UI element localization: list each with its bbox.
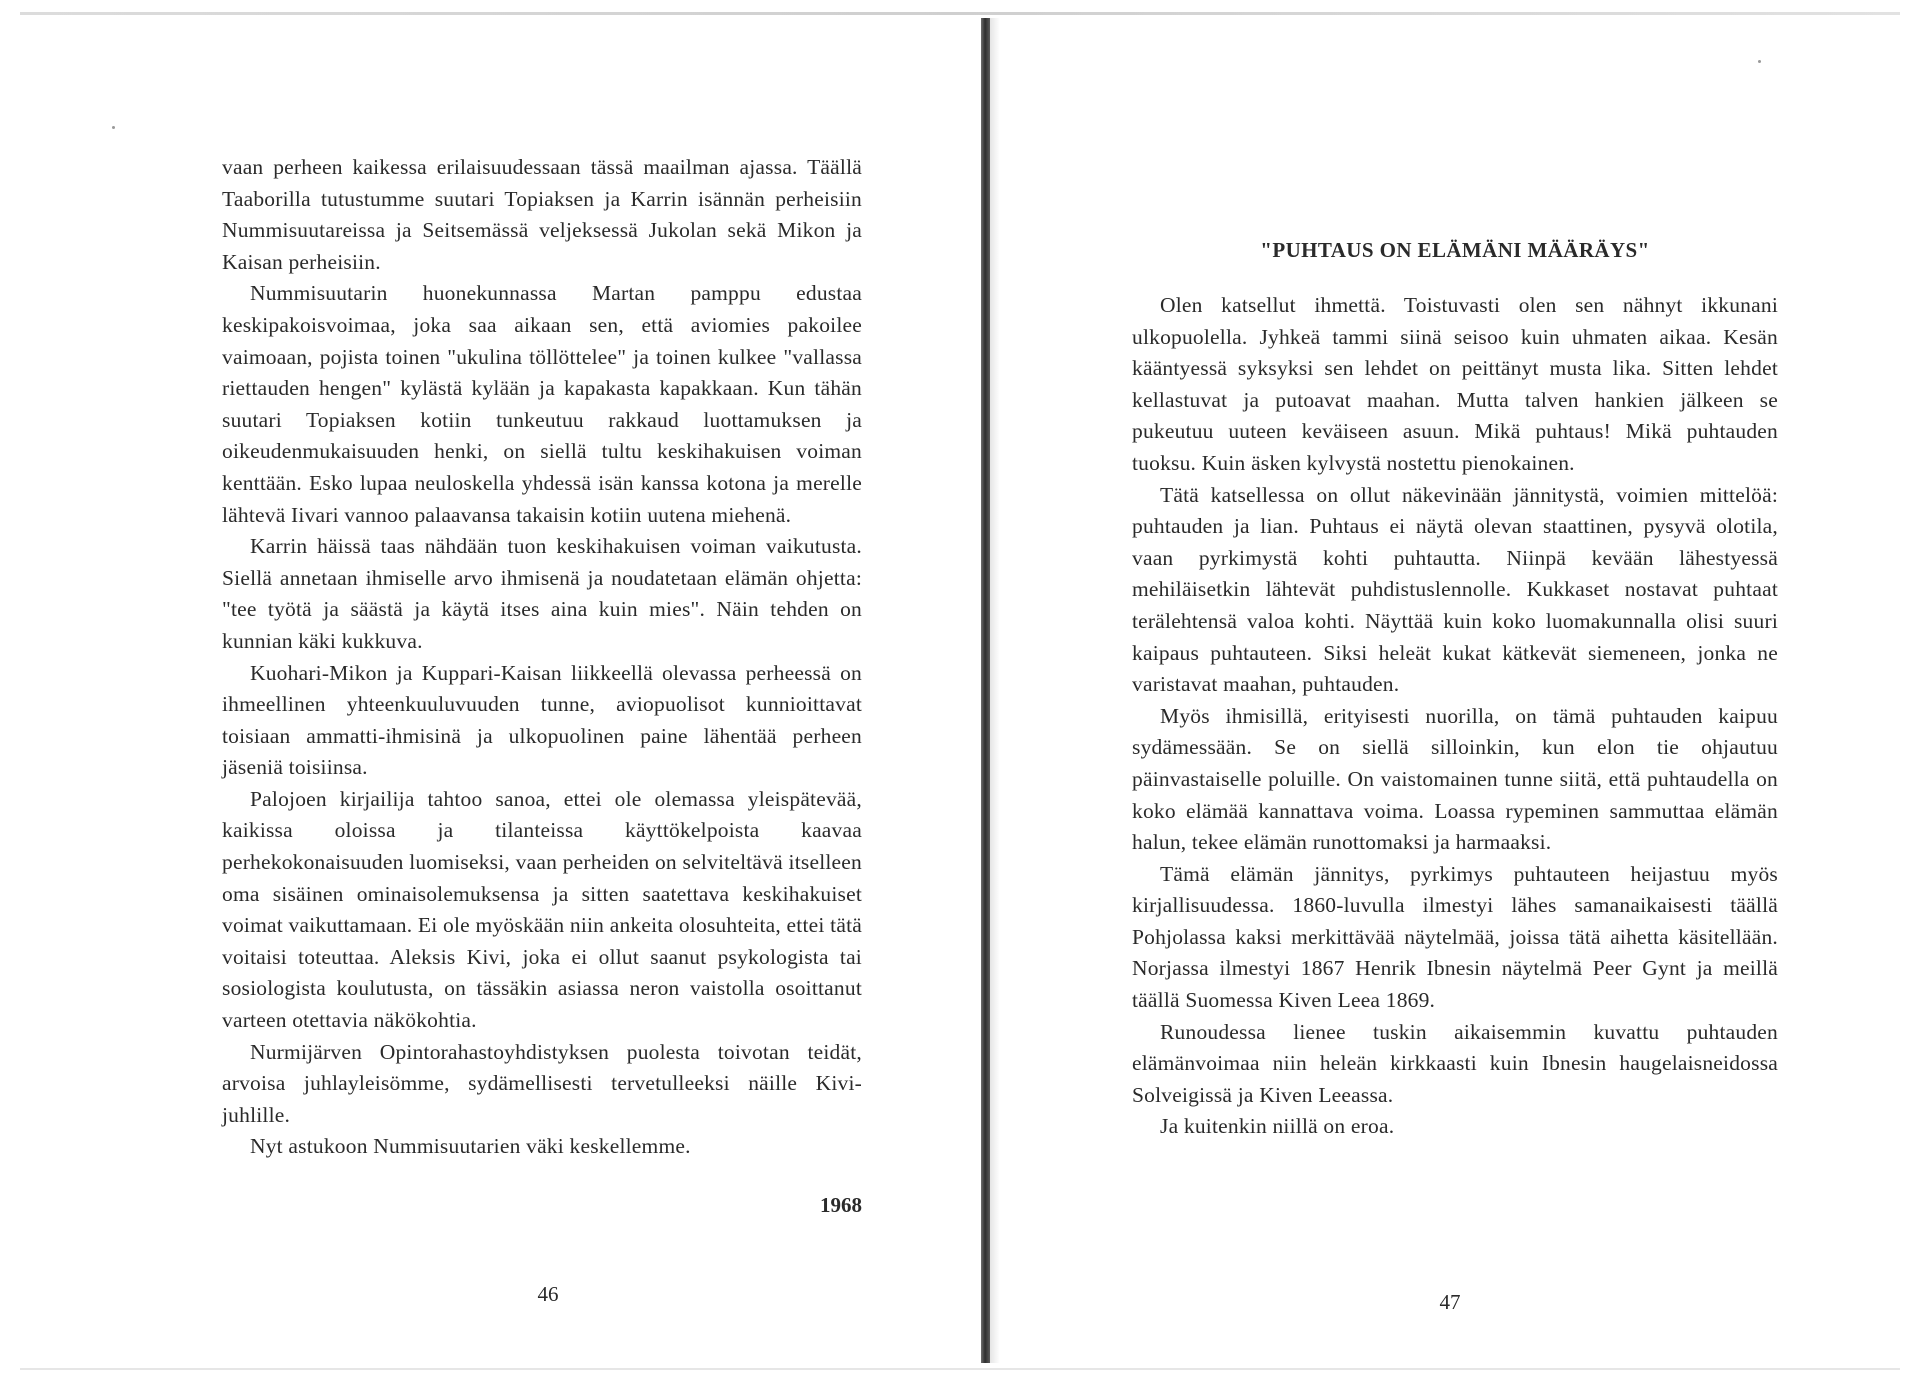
year-label: 1968 [820, 1193, 862, 1217]
chapter-heading: "PUHTAUS ON ELÄMÄNI MÄÄRÄYS" [1260, 238, 1650, 262]
paragraph: Karrin häissä taas nähdään tuon keskihakuisen voiman vaikutusta. Siellä annetaan ihmiselle arvo ihmisenä ja noudatetaan elämän ohjetta: "tee työtä ja säästä ja käytä itses aina kuin mies". Näin tehden on kunnian käki kukkuva. [222, 534, 862, 653]
paragraph: Runoudessa lienee tuskin aikaisemmin kuvattu puhtauden elämänvoimaa niin heleän kirkkaasti kuin Ibnesin haugelaisneidossa Solveigissä ja Kiven Leeassa. [1132, 1019, 1778, 1107]
paragraph: Ja kuitenkin niillä on eroa. [1160, 1114, 1395, 1139]
page-number-right: 47 [1439, 1290, 1461, 1314]
scan-speck [112, 126, 115, 129]
scan-top-edge [20, 12, 1900, 15]
paragraph: Palojoen kirjailija tahtoo sanoa, ettei ole olemassa yleispätevää, kaikissa oloissa ja tilanteissa käyttökelpoista kaavaa perhekokonaisuuden luomiseksi, vaan perheiden on selviteltävä itselleen oma sisäinen ominaisolemuksensa ja sitten saatettava keskihakuiset voimat vaikuttamaan. Ei ole myöskään niin ankeita olosuhteita, ettei tätä voitaisi toteuttaa. Aleksis Kivi, joka ei ollut saanut psykologista tai sosiologista koulutusta, on tässäkin asiassa neron vaistolla osoittanut varteen otettavia näkökohtia. [222, 786, 862, 1033]
paragraph: Nummisuutarin huonekunnassa Martan pamppu edustaa keskipakoisvoimaa, joka saa aikaan sen, että aviomies pakoilee vaimoaan, pojista toinen "ukulina töllöttelee" ja toinen kulkee "vallassa riettauden hengen" kylästä kylään ja kapakasta kapakkaan. Kun tähän suutari Topiaksen kotiin tunkeutuu rakkaud luottamuksen ja oikeudenmukaisuuden henki, on siellä tultu keskihakuisen voiman kenttään. Esko lupaa neuloskella yhdessä isän kanssa kotona ja merelle lähtevä Iivari vannoo palaavansa takaisin kotiin uutena miehenä. [222, 281, 862, 527]
gutter-shadow [990, 18, 1000, 1363]
paragraph: Olen katsellut ihmettä. Toistuvasti olen sen nähnyt ikkunani ulkopuolella. Jyhkeä tammi siinä seisoo kuin uhmaten aikaa. Kesän kääntyessä syksyksi sen lehdet on peittänyt musta lika. Sitten lehdet kellastuvat ja putoavat maahan. Mutta talven hankien jälkeen se pukeutuu uuteen keväiseen asuun. Mikä puhtaus! Mikä puhtauden tuoksu. Kuin äsken kylvystä nostettu pienokainen. [1132, 293, 1778, 475]
scan-speck [1758, 60, 1761, 63]
paragraph: Nurmijärven Opintorahastoyhdistyksen puolesta toivotan teidät, arvoisa juhlayleisömme, sydämellisesti tervetulleeksi näille Kivi-juhlille. [222, 1039, 862, 1127]
paragraph: Kuohari-Mikon ja Kuppari-Kaisan liikkeellä olevassa perheessä on ihmeellinen yhteenkuuluvuuden tunne, aviopuolisot kunnioittavat toisiaan ammatti-ihmisinä ja ulkopuolinen paine lähentää perheen jäseniä toisiinsa. [222, 660, 862, 780]
right-page-body [1132, 290, 1778, 1143]
book-gutter [981, 18, 990, 1363]
paragraph: Tätä katsellessa on ollut näkevinään jännitystä, voimien mittelöä: puhtauden ja lian. Puhtaus ei näytä olevan staattinen, pysyvä olotila, vaan pyrkimystä kohti puhtautta. Niinpä kevään lähestyessä mehiläisetkin lähtevät puhdistuslennolle. Kukkaset nostavat puhtaat terälehtensä valoa kohti. Näyttää kuin koko luomakunnalla olisi suuri kaipaus puhtauteen. Siksi heleät kukat kätkevät siemeneen, jonka ne varistavat maahan, puhtauden. [1132, 482, 1778, 697]
paragraph: vaan perheen kaikessa erilaisuudessaan tässä maailman ajassa. Täällä Taaborilla tutustumme suutari Topiaksen ja Karrin isännän perheisiin Nummisuutareissa ja Seitsemässä veljeksessä Jukolan sekä Mikon ja Kaisan perheisiin. [222, 155, 862, 274]
scan-bottom-edge [20, 1368, 1900, 1370]
paragraph: Nyt astukoon Nummisuutarien väki keskellemme. [250, 1134, 691, 1159]
paragraph: Myös ihmisillä, erityisesti nuorilla, on tämä puhtauden kaipuu sydämessään. Se on siellä silloinkin, kun elon tie ohjautuu päinvastaiselle poluille. On vaistomainen tunne siitä, että puhtaudella on koko elämää kannattava voima. Loassa rypeminen sammuttaa elämän halun, tekee elämän runottomaksi ja harmaaksi. [1132, 703, 1778, 855]
page-number-left: 46 [537, 1282, 559, 1306]
left-page-body [222, 152, 862, 1163]
paragraph: Tämä elämän jännitys, pyrkimys puhtauteen heijastuu myös kirjallisuudessa. 1860-luvulla ilmestyi lähes samanaikaisesti täällä Pohjolassa kaksi merkittävää näytelmää, joissa tätä aihetta käsitellään. Norjassa ilmestyi 1867 Henrik Ibnesin näytelmä Peer Gynt ja meillä täällä Suomessa Kiven Leea 1869. [1132, 861, 1778, 1013]
